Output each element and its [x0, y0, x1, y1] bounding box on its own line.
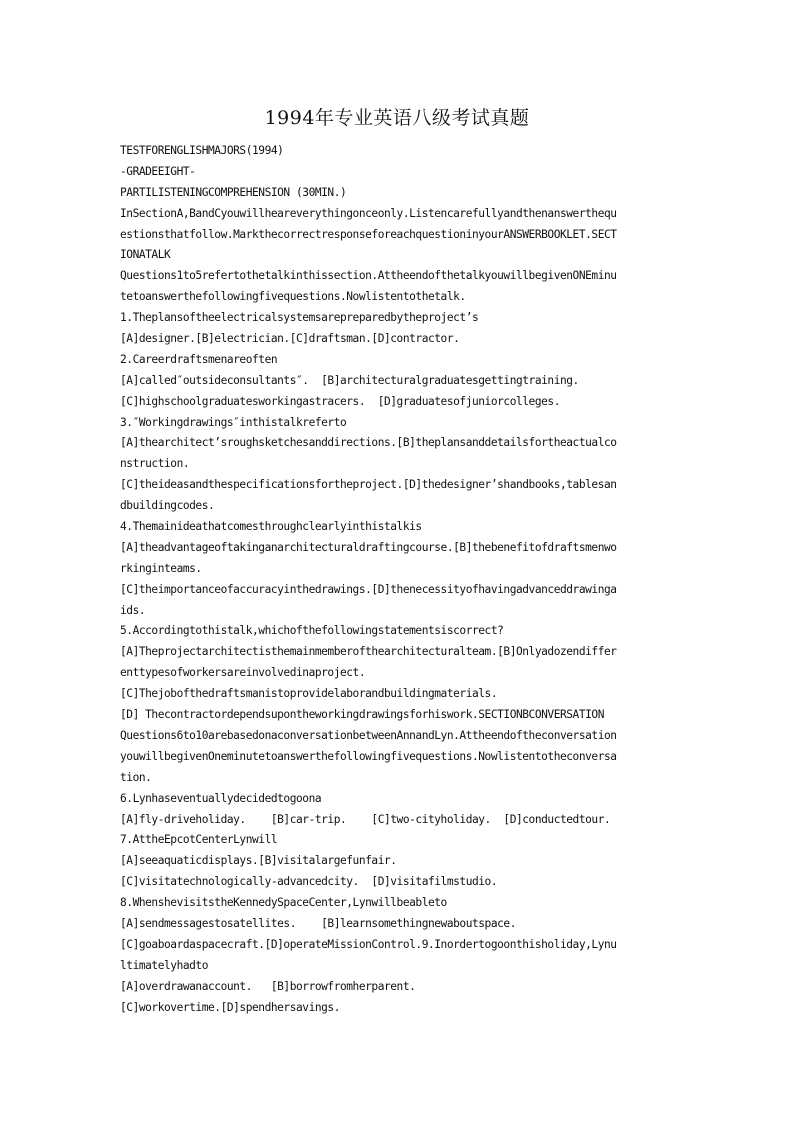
- text-line: 8.WhenshevisitstheKennedySpaceCenter,Lynwillbeableto: [120, 896, 447, 910]
- text-line: ltimatelyhadto: [120, 958, 208, 972]
- text-line: [A]Theprojectarchitectisthemainmemberofthearchitecturalteam.[B]Onlyadozendiffer: [120, 645, 617, 659]
- text-line: youwillbegivenOneminutetoanswerthefollowingfivequestions.Nowlistentotheconversa: [120, 749, 617, 763]
- text-line: enttypesofworkersareinvolvedinaproject.: [120, 666, 366, 680]
- text-line: PARTILISTENINGCOMPREHENSION (30MIN.): [120, 185, 347, 199]
- text-line: [C]workovertime.[D]spendhersavings.: [120, 1000, 340, 1014]
- text-line: [A]designer.[B]electrician.[C]draftsman.[D]contractor.: [120, 332, 460, 346]
- text-line: [C]theideasandthespecificationsfortheproject.[D]thedesigner’shandbooks,tablesan: [120, 478, 617, 492]
- text-line: tion.: [120, 770, 152, 784]
- text-line: [A]theadvantageoftakinganarchitecturaldraftingcourse.[B]thebenefitofdraftsmenwo: [120, 540, 617, 554]
- text-line: Questions1to5refertothetalkinthissection.AttheendofthetalkyouwillbegivenONEminu: [120, 269, 617, 283]
- text-line: nstruction.: [120, 457, 190, 471]
- page-title: 1994年专业英语八级考试真题: [264, 107, 530, 129]
- text-line: [A]overdrawanaccount. [B]borrowfromherparent.: [120, 979, 416, 993]
- text-line: [C]goaboardaspacecraft.[D]operateMissionControl.9.Inordertogoonthisholiday,Lynu: [120, 937, 617, 951]
- text-line: 4.Themainideathatcomesthroughclearlyinthistalkis: [120, 520, 422, 534]
- text-line: IONATALK: [120, 248, 171, 262]
- text-line: TESTFORENGLISHMAJORS(1994): [120, 144, 284, 157]
- text-line: Questions6to10arebasedonaconversationbetweenAnnandLyn.Attheendoftheconversation: [120, 728, 617, 742]
- text-line: ids.: [120, 603, 146, 617]
- text-line: [C]highschoolgraduatesworkingastracers. [D]graduatesofjuniorcolleges.: [120, 394, 560, 408]
- text-line: 2.Careerdraftsmenareoften: [120, 352, 278, 366]
- text-line: rkinginteams.: [120, 561, 202, 575]
- text-line: dbuildingcodes.: [120, 499, 215, 513]
- text-line: -GRADEEIGHT-: [120, 164, 196, 178]
- text-line: [A]sendmessagestosatellites. [B]learnsomethingnewaboutspace.: [120, 916, 516, 930]
- text-line: [C]theimportanceofaccuracyinthedrawings.[D]thenecessityofhavingadvanceddrawinga: [120, 582, 617, 596]
- text-line: 1.Theplansoftheelectricalsystemsarepreparedbytheproject’s: [120, 311, 479, 325]
- text-line: [C]Thejobofthedraftsmanistoprovidelaborandbuildingmaterials.: [120, 687, 498, 701]
- text-line: [A]called″outsideconsultants″. [B]architecturalgraduatesgettingtraining.: [120, 373, 579, 387]
- text-line: 6.Lynhaseventuallydecidedtogoona: [120, 791, 322, 805]
- text-line: 5.Accordingtothistalk,whichofthefollowingstatementsiscorrect?: [120, 624, 504, 638]
- text-line: [C]visitatechnologically-advancedcity. [D]visitafilmstudio.: [120, 875, 498, 889]
- text-line: 3.″Workingdrawings″inthistalkreferto: [120, 415, 347, 429]
- text-line: 7.AttheEpcotCenterLynwill: [120, 833, 278, 847]
- text-line: [D] Thecontractordependsupontheworkingdrawingsforhiswork.SECTIONBCONVERSATION: [120, 708, 604, 722]
- text-line: [A]thearchitect’sroughsketchesanddirections.[B]theplansanddetailsfortheactualco: [120, 436, 617, 450]
- text-line: tetoanswerthefollowingfivequestions.Nowlistentothetalk.: [120, 290, 466, 304]
- text-line: estionsthatfollow.MarkthecorrectresponseforeachquestioninyourANSWERBOOKLET.SECT: [120, 227, 617, 241]
- text-line: [A]seeaquaticdisplays.[B]visitalargefunfair.: [120, 854, 397, 868]
- text-line: [A]fly-driveholiday. [B]car-trip. [C]two-cityholiday. [D]conductedtour.: [120, 812, 611, 826]
- text-line: InSectionA,BandCyouwillheareverythingonceonly.Listencarefullyandthenanswerthequ: [120, 206, 617, 220]
- document-body: [120, 141, 676, 1018]
